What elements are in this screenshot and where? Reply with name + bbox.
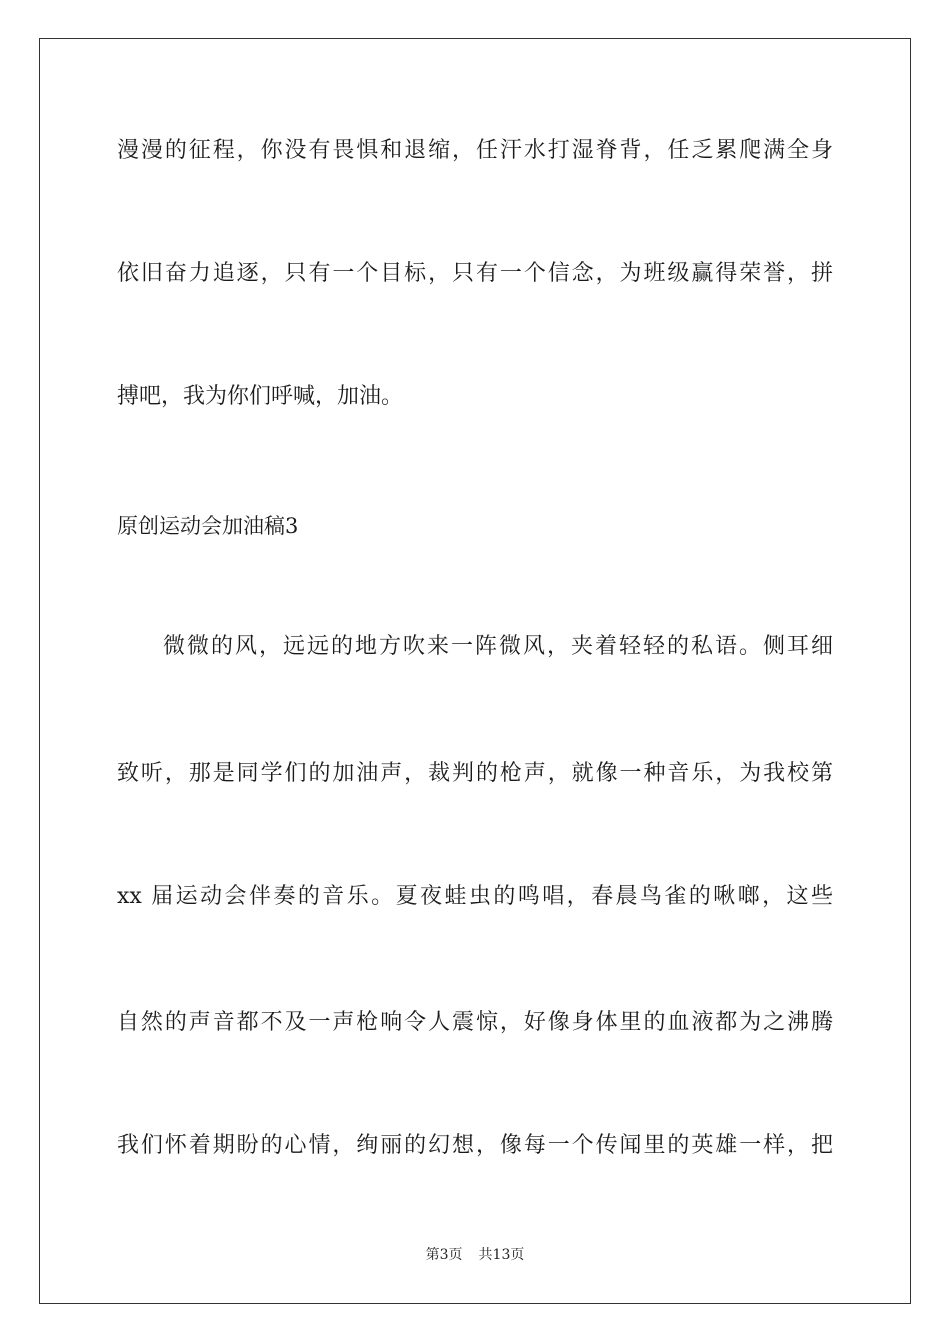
paragraph-1-line-2: 依旧奋力追逐，只有一个目标，只有一个信念，为班级赢得荣誉，拼 [117,261,833,286]
paragraph-1-line-1: 漫漫的征程，你没有畏惧和退缩，任汗水打湿脊背，任乏累爬满全身 [117,138,833,163]
paragraph-1-line-3: 搏吧，我为你们呼喊，加油。 [117,384,404,409]
paragraph-2-line-1: 微微的风，远远的地方吹来一阵微风，夹着轻轻的私语。侧耳细 [163,634,833,659]
paragraph-2-line-4: 自然的声音都不及一声枪响令人震惊，好像身体里的血液都为之沸腾 [117,1010,833,1035]
page-border [39,38,911,1304]
paragraph-2-line-5: 我们怀着期盼的心情，绚丽的幻想，像每一个传闻里的英雄一样，把 [117,1133,833,1158]
paragraph-2-line-2: 致听，那是同学们的加油声，裁判的枪声，就像一种音乐，为我校第 [117,761,833,786]
page-total: 共13页 [478,1247,525,1263]
section-heading: 原创运动会加油稿3 [117,514,299,538]
page-footer [0,1245,950,1265]
page-number: 第3页 [425,1247,463,1263]
paragraph-2-line-3: xx 届运动会伴奏的音乐。夏夜蛙虫的鸣唱，春晨鸟雀的啾啷，这些 [117,884,833,909]
